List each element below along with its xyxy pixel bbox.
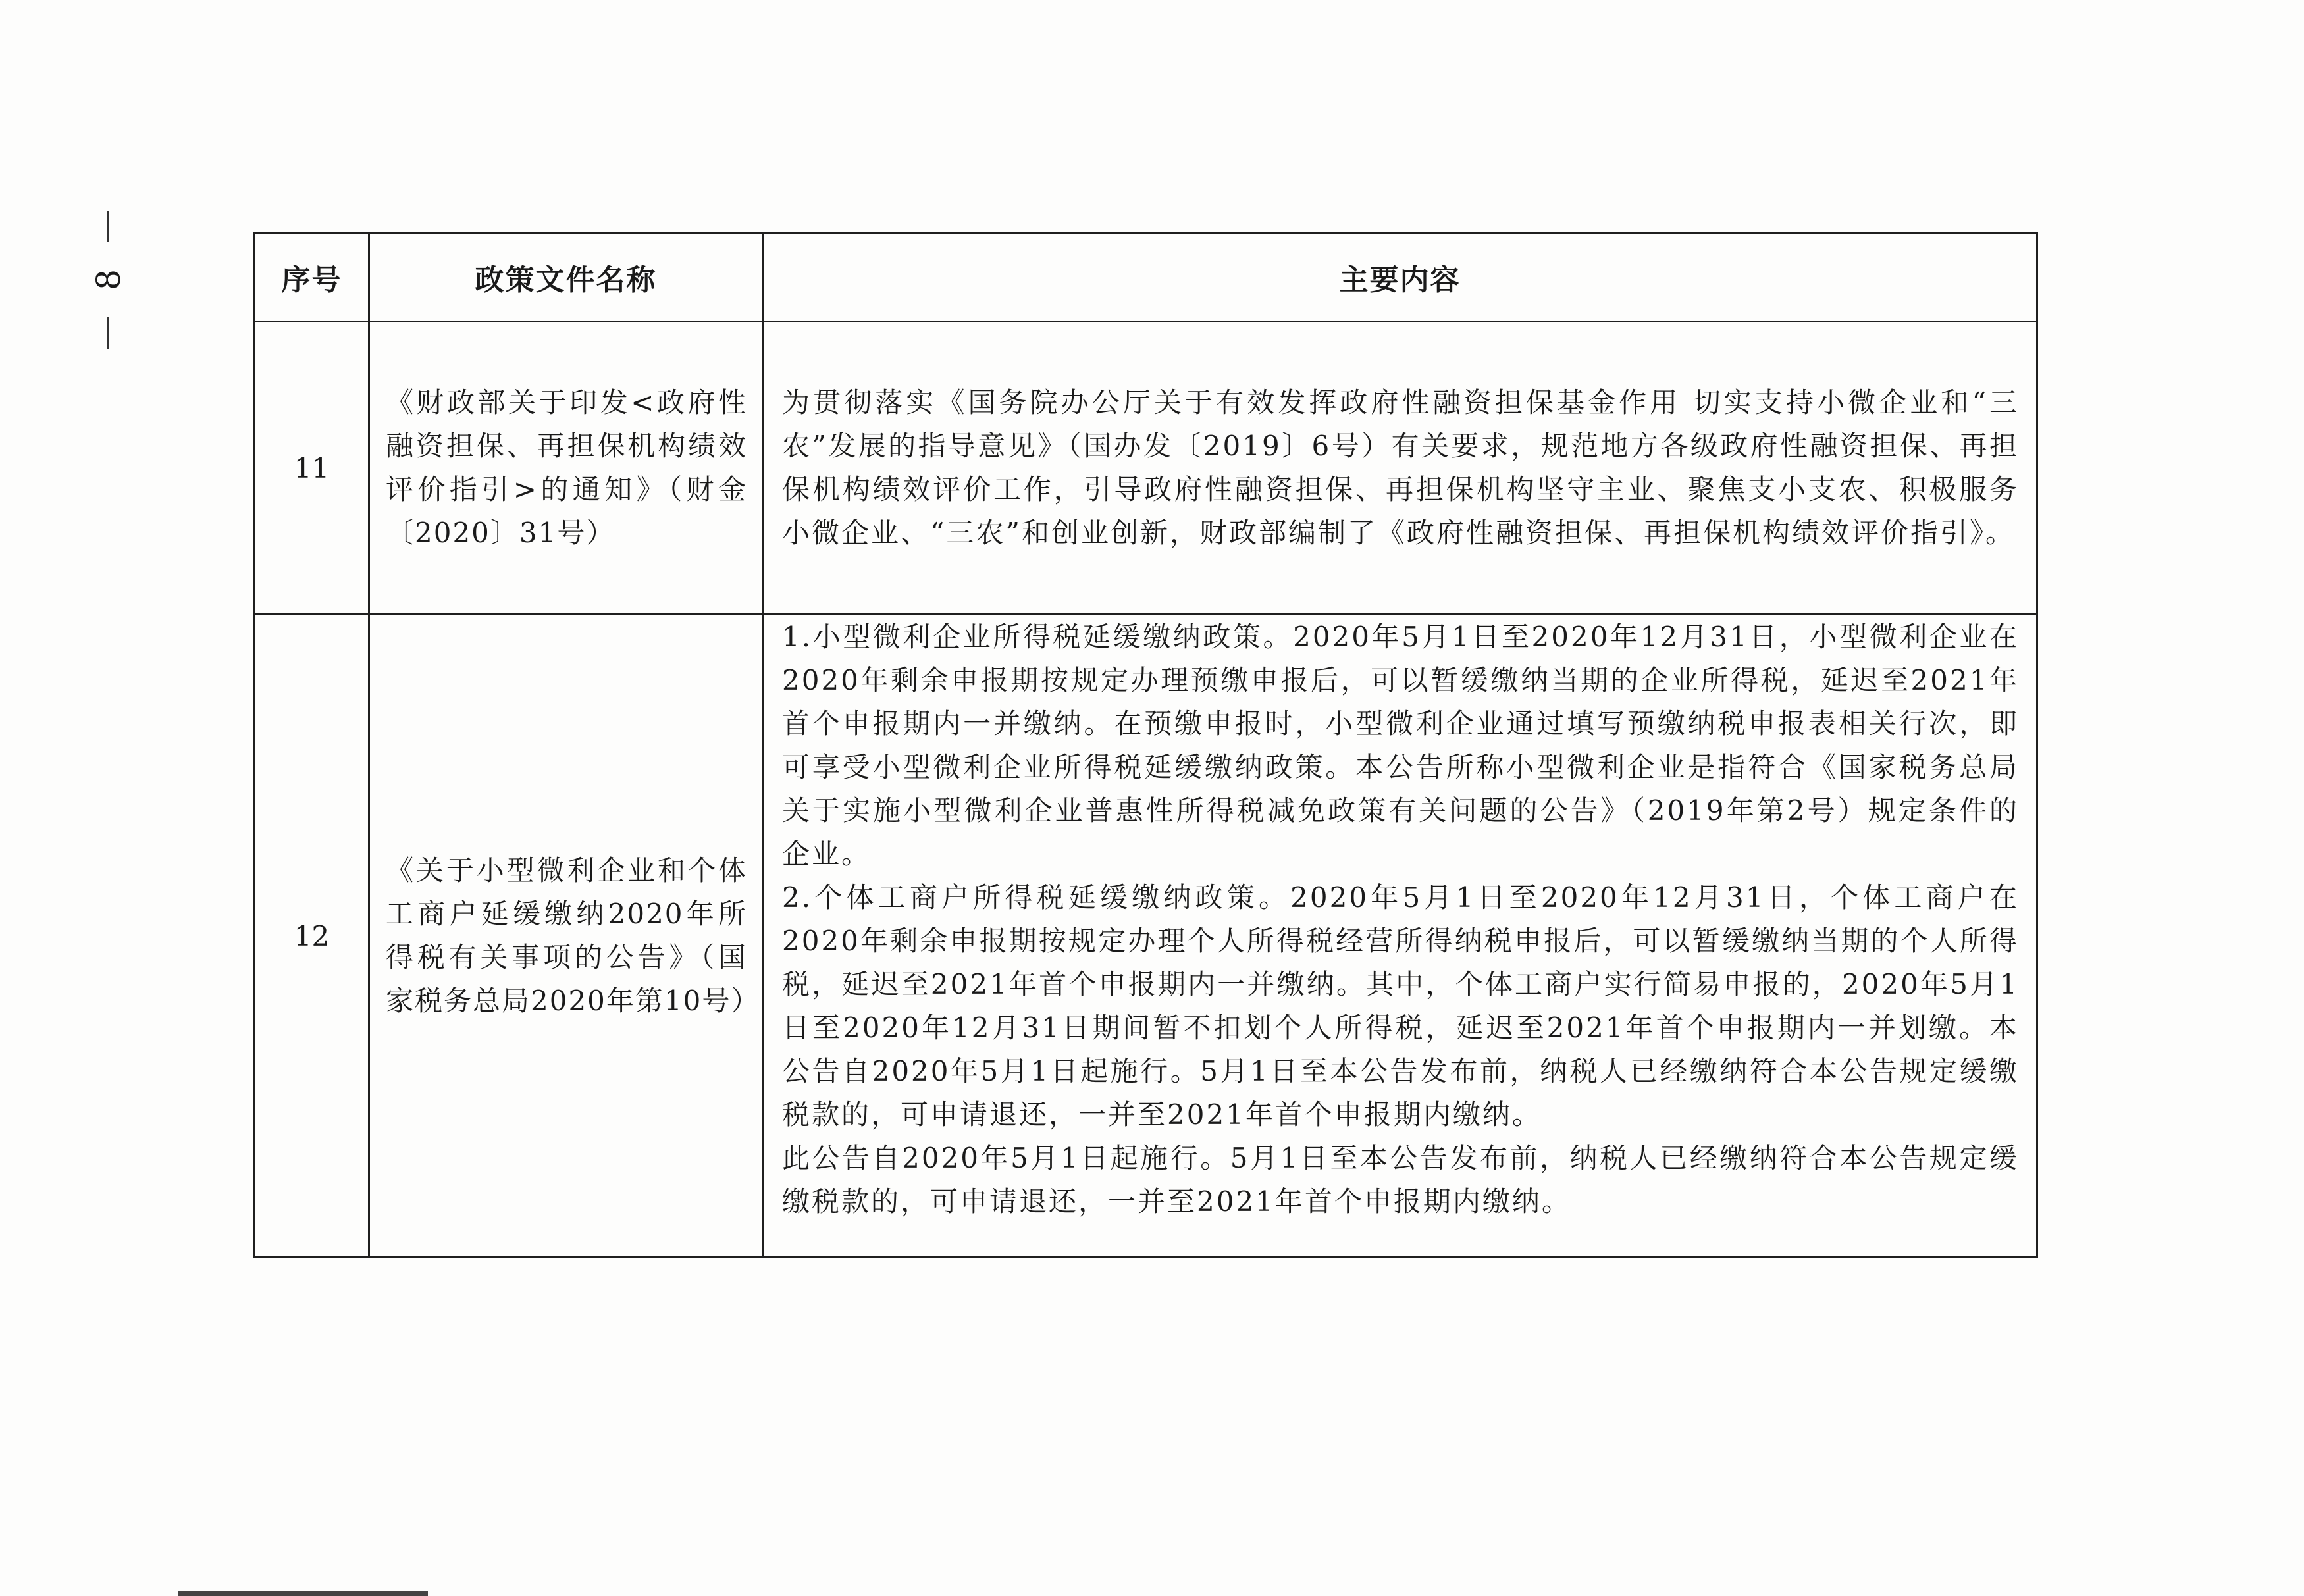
- content-paragraph: 此公告自2020年5月1日起施行。5月1日至本公告发布前，纳税人已经缴纳符合本公告规定缓缴税款的，可申请退还，一并至2021年首个申报期内缴纳。: [782, 1142, 2019, 1218]
- policy-table: [253, 232, 2038, 1258]
- policy-name: 《关于小型微利企业和个体工商户延缓缴纳2020年所得税有关事项的公告》（国家税务总局2020年第10号）: [369, 615, 763, 1258]
- header-policy-name: 政策文件名称: [369, 233, 763, 322]
- content-paragraph: 为贯彻落实《国务院办公厅关于有效发挥政府性融资担保基金作用 切实支持小微企业和“三农”发展的指导意见》（国办发〔2019〕6号）有关要求，规范地方各级政府性融资担保、再担保机构绩效评价工作，引导政府性融资担保、再担保机构坚守主业、聚焦支小支农、积极服务小微企业、“三农”和创业创新，财政部编制了《政府性融资担保、再担保机构绩效评价指引》。: [782, 386, 2019, 549]
- page-number: [79, 211, 138, 349]
- table-row: [255, 322, 2037, 615]
- row-number: 12: [255, 615, 369, 1258]
- header-main-content: 主要内容: [763, 233, 2037, 322]
- content-paragraph: 2.个体工商户所得税延缓缴纳政策。2020年5月1日至2020年12月31日，个体工商户在2020年剩余申报期按规定办理个人所得税经营所得纳税申报后，可以暂缓缴纳当期的个人所得税，延迟至2021年首个申报期内一并缴纳。其中，个体工商户实行简易申报的，2020年5月1日至2020年12月31日期间暂不扣划个人所得税，延迟至2021年首个申报期内一并划缴。本公告自2020年5月1日起施行。5月1日至本公告发布前，纳税人已经缴纳符合本公告规定缓缴税款的，可申请退还，一并至2021年首个申报期内缴纳。: [782, 881, 2020, 1131]
- header-number: 序号: [255, 233, 369, 322]
- policy-name: 《财政部关于印发<政府性融资担保、再担保机构绩效评价指引>的通知》（财金〔2020〕31号）: [369, 322, 763, 615]
- content-paragraph: 1.小型微利企业所得税延缓缴纳政策。2020年5月1日至2020年12月31日，小型微利企业在2020年剩余申报期按规定办理预缴申报后，可以暂缓缴纳当期的企业所得税，延迟至2021年首个申报期内一并缴纳。在预缴申报时，小型微利企业通过填写预缴纳税申报表相关行次，即可享受小型微利企业所得税延缓缴纳政策。本公告所称小型微利企业是指符合《国家税务总局关于实施小型微利企业普惠性所得税减免政策有关问题的公告》（2019年第2号）规定条件的企业。: [782, 621, 2019, 870]
- page-number-dash-top: [107, 211, 109, 242]
- row-number: 11: [255, 322, 369, 615]
- table-header-row: [255, 233, 2037, 322]
- bottom-edge-mark: [178, 1591, 428, 1596]
- main-content: [763, 322, 2037, 615]
- page-number-dash-bottom: [107, 317, 109, 349]
- main-content: [763, 615, 2037, 1258]
- table-row: [255, 615, 2037, 1258]
- page-number-text: 8: [90, 269, 128, 290]
